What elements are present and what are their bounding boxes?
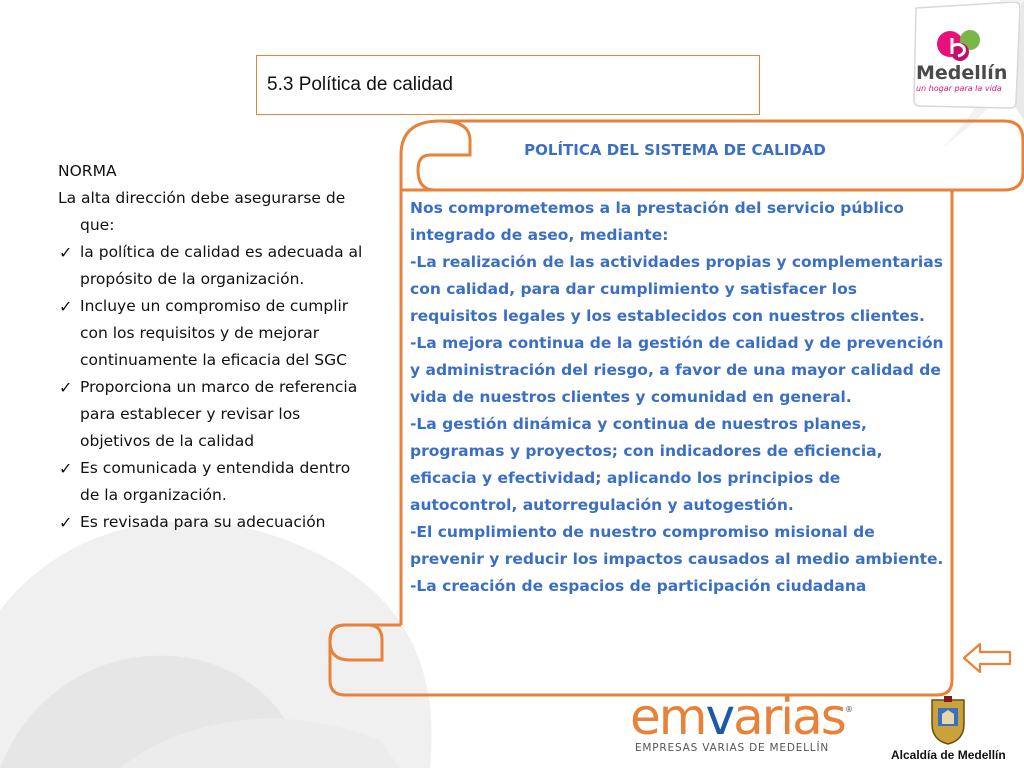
policy-paragraph: -La realización de las actividades propias y complementarias con calidad, para dar cumplimiento y satisfacer los requisitos legales y los establecidos con nuestros clientes.: [410, 253, 943, 325]
list-item-text: Es comunicada y entendida dentro de la organización.: [80, 459, 351, 504]
checkmark-icon: ✓: [59, 378, 73, 397]
checkmark-icon: ✓: [59, 297, 73, 316]
checkmark-icon: ✓: [59, 459, 73, 478]
emvarias-text-right: arias: [733, 688, 845, 746]
medellin-logo: [910, 2, 1020, 110]
policy-paragraph: -La creación de espacios de participación ciudadana: [410, 577, 867, 595]
emvarias-text-left: em: [630, 688, 706, 746]
slide-title: 5.3 Política de calidad: [267, 74, 453, 95]
registered-mark: ®: [845, 705, 853, 714]
policy-paragraph: -La gestión dinámica y continua de nuestros planes, programas y proyectos; con indicadores de eficiencia, eficacia y efectividad; aplicando los principios de autocontrol, autorregulación y autogestión.: [410, 415, 883, 514]
list-item-text: Incluye un compromiso de cumplir con los requisitos y de mejorar continuamente la eficacia del SGC: [80, 297, 349, 369]
scroll-body: [410, 195, 945, 600]
list-item-text: Proporciona un marco de referencia para establecer y revisar los objetivos de la calidad: [80, 378, 358, 450]
scroll-title: POLÍTICA DEL SISTEMA DE CALIDAD: [524, 141, 826, 159]
left-arrow-icon[interactable]: [962, 640, 1014, 676]
policy-paragraph: -La mejora continua de la gestión de calidad y de prevención y administración del riesgo, a favor de una mayor calidad de vida de nuestros clientes y comunidad en general.: [410, 334, 944, 406]
alcaldia-label: Alcaldía de Medellín: [891, 748, 1006, 762]
list-item-text: la política de calidad es adecuada al propósito de la organización.: [80, 243, 363, 288]
list-item-text: Es revisada para su adecuación: [80, 513, 326, 531]
emvarias-logo: [630, 688, 845, 746]
emvarias-subtitle: EMPRESAS VARIAS DE MEDELLÍN: [635, 742, 829, 754]
norma-heading: NORMA: [58, 162, 117, 180]
checkmark-icon: ✓: [59, 243, 73, 262]
policy-paragraph: Nos comprometemos a la prestación del servicio público integrado de aseo, mediante:: [410, 199, 904, 244]
norma-intro: La alta dirección debe asegurarse de que:: [58, 189, 346, 234]
checkmark-icon: ✓: [59, 513, 73, 532]
medellin-name: Medellín: [916, 62, 1008, 84]
medellin-slogan: un hogar para la vida: [916, 84, 1002, 93]
alcaldia-crest-icon: [928, 694, 968, 746]
emvarias-text-mid: v: [705, 688, 734, 746]
policy-paragraph: -El cumplimiento de nuestro compromiso misional de prevenir y reducir los impactos causados al medio ambiente.: [410, 523, 944, 568]
